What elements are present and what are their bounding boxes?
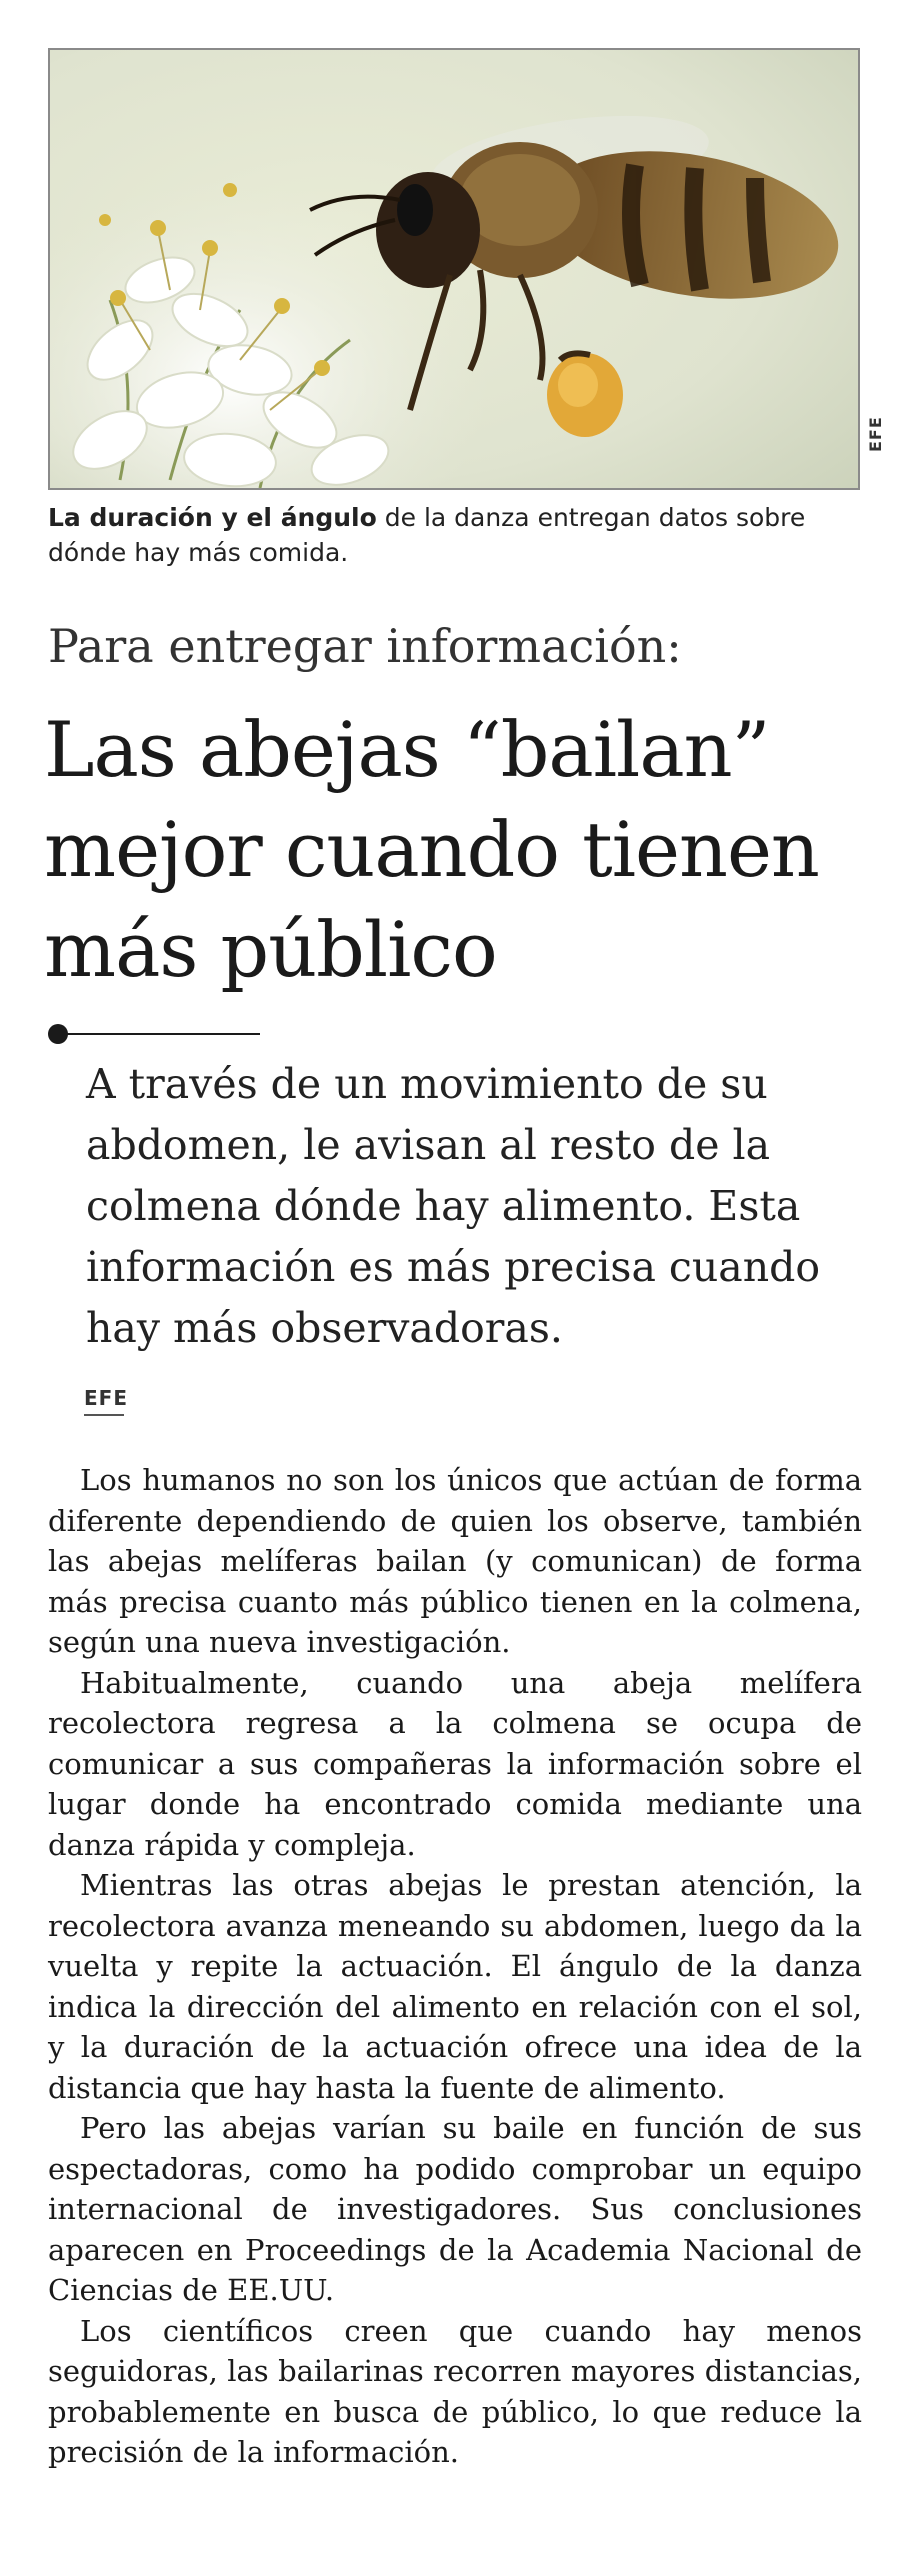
body-paragraph: Los científicos creen que cuando hay menos seguidoras, las bailarinas recorren mayores distancias, probablemente en busca de público, lo que reduce la precisión de la información. [48, 2313, 862, 2469]
article-body [48, 1460, 862, 2473]
caption-bold: La duración y el ángulo [48, 503, 377, 532]
body-paragraph: Habitualmente, cuando una abeja melífera recolectora regresa a la colmena se ocupa de comunicar a sus compañeras la información sobre el lugar donde ha encontrado comida mediante una danza rápida y compleja. [48, 1665, 862, 1862]
photo-caption [48, 500, 860, 570]
headline: Las abejas “bailan” mejor cuando tienen más público [44, 705, 819, 994]
rule-divider [60, 1033, 260, 1035]
caption-text: de la danza entregan datos sobre dónde hay más comida. [48, 503, 806, 567]
byline: EFE [84, 1386, 128, 1410]
photo-credit: EFE [866, 416, 885, 452]
byline-underline [84, 1414, 124, 1416]
body-paragraph: Pero las abejas varían su baile en función de sus espectadoras, como ha podido comprobar un equipo internacional de investigadores. Sus conclusiones aparecen en Proceedings de la Academia Nacional de Ciencias de EE.UU. [48, 2111, 862, 2307]
body-paragraph: Mientras las otras abejas le prestan atención, la recolectora avanza meneando su abdomen, luego da la vuelta y repite la actuación. El ángulo de la danza indica la dirección del alimento en relación con el sol, y la duración de la actuación ofrece una idea de la distancia que hay hasta la fuente de alimento. [48, 1868, 862, 2105]
bee-photo [48, 48, 860, 490]
lead-paragraph: A través de un movimiento de su abdomen, le avisan al resto de la colmena dónde hay alimento. Esta información es más precisa cuando hay más observadoras. [86, 1060, 821, 1352]
body-paragraph: Los humanos no son los únicos que actúan de forma diferente dependiendo de quien los observe, también las abejas melíferas bailan (y comunican) de forma más precisa cuanto más público tienen en la colmena, según una nueva investigación. [48, 1463, 862, 1659]
kicker: Para entregar información: [48, 619, 682, 673]
